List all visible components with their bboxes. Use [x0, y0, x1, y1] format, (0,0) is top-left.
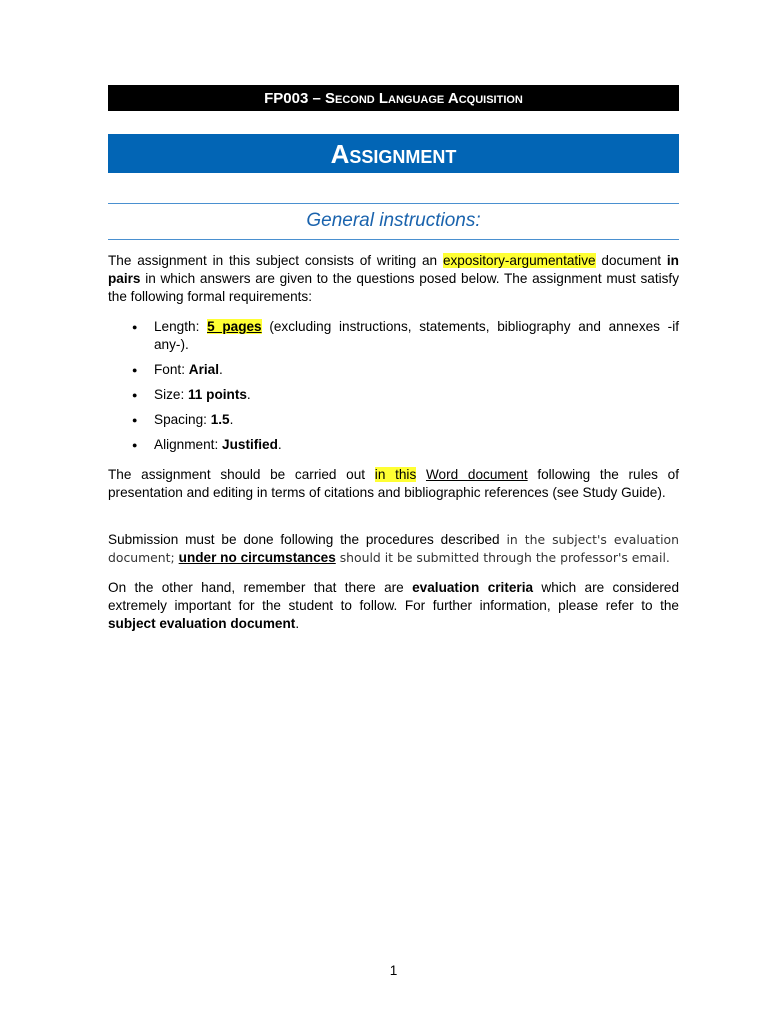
- text: in the subject's evaluation document;: [108, 532, 679, 565]
- highlighted-text: expository-argumentative: [442, 253, 596, 268]
- text: On the other hand, remember that there are: [108, 580, 413, 595]
- highlighted-text: in this: [374, 467, 417, 482]
- text: in which answers are given to the questions posed below. The assignment must satisfy the following formal requirements:: [108, 271, 679, 304]
- list-item: [108, 411, 679, 429]
- label: Spacing:: [154, 412, 211, 427]
- requirements-list: [108, 318, 679, 461]
- list-item: [108, 436, 679, 454]
- text: .: [295, 616, 300, 631]
- text: should it be submitted through the professor's email.: [335, 550, 670, 565]
- submission-paragraph: [108, 531, 679, 567]
- text: .: [277, 437, 282, 452]
- text: document: [595, 253, 667, 268]
- label: Font:: [154, 362, 189, 377]
- text: which are considered extremely important for the student to follow. For further information, please refer to the: [108, 580, 680, 613]
- value: 5 pages: [207, 319, 262, 334]
- bold-text: subject evaluation document: [108, 616, 296, 631]
- label: Size:: [154, 387, 188, 402]
- text: Submission must be done following the procedures described: [108, 532, 507, 547]
- label: Length:: [154, 319, 208, 334]
- underlined-text: Word document: [425, 467, 528, 482]
- list-item: [108, 318, 679, 354]
- section-heading: General instructions:: [108, 203, 679, 240]
- value: 11 points: [188, 387, 247, 402]
- bold-underlined-text: under no circumstances: [178, 550, 336, 565]
- course-header: FP003 – Second Language Acquisition: [108, 85, 679, 111]
- text: (excluding instructions, statements, bibliography and annexes -if any-).: [154, 319, 680, 352]
- word-document-paragraph: [108, 466, 679, 502]
- text: following the rules of presentation and editing in terms of citations and bibliographic references (see Study Guide).: [108, 467, 680, 500]
- text: .: [219, 362, 223, 377]
- list-item: [108, 386, 679, 404]
- bold-text: in pairs: [108, 253, 679, 286]
- page-number: 1: [389, 963, 398, 978]
- value: Justified: [222, 437, 278, 452]
- text: .: [229, 412, 234, 427]
- evaluation-paragraph: [108, 579, 679, 633]
- value: Arial: [188, 362, 219, 377]
- list-item: [108, 361, 679, 379]
- label: Alignment:: [154, 437, 223, 452]
- text: [416, 467, 426, 482]
- text: .: [246, 387, 251, 402]
- text: The assignment should be carried out: [108, 467, 375, 482]
- intro-paragraph: [108, 252, 679, 306]
- bold-text: evaluation criteria: [412, 580, 534, 595]
- value: 1.5: [210, 412, 230, 427]
- text: The assignment in this subject consists of writing an: [108, 253, 443, 268]
- document-title: Assignment: [108, 134, 679, 173]
